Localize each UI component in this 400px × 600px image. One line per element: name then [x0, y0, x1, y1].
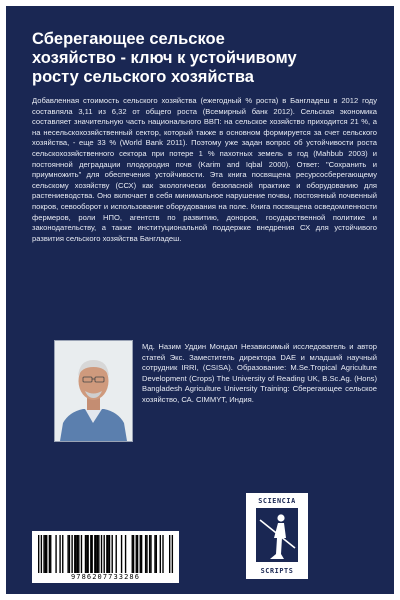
barcode-bar [94, 535, 95, 573]
barcode-bar [69, 535, 70, 573]
barcode-bar [85, 535, 86, 573]
barcode-bar [77, 535, 78, 573]
publisher-logo-top: SCIENCIA [258, 497, 296, 505]
barcode-bar [121, 535, 122, 573]
barcode-bar [169, 535, 170, 573]
barcode-bar [78, 535, 79, 573]
barcode-bar [81, 535, 82, 573]
back-cover [6, 6, 394, 594]
barcode-bar [160, 535, 161, 573]
barcode-bar [55, 535, 56, 573]
barcode-bar [145, 535, 146, 573]
barcode-bar [101, 535, 102, 573]
barcode-bar [45, 535, 46, 573]
publisher-logo [246, 493, 308, 579]
barcode-bar [87, 535, 88, 573]
barcode-bar [62, 535, 63, 573]
barcode-bar [149, 535, 150, 573]
author-bio: Мд. Назим Уддин Мондал Независимый исследователь и автор статей Экс. Заместитель директора DAE и младший научный сотрудник IRRI, (CSISA). Образование: M.Se.Tropical Agriculture Development (Crops) The University of Reading UK, B.Sc.Ag. (Hons) Bangladesh Agriculture University Training: Сберегающее сельское хозяйство, СА. CIMMYT, Индия. [142, 342, 377, 404]
barcode-bar [97, 535, 98, 573]
barcode-bar [71, 535, 72, 573]
barcode-bar [104, 535, 105, 573]
barcode-bar [46, 535, 47, 573]
barcode-bar [154, 535, 155, 573]
book-title: Сберегающее сельское хозяйство - ключ к устойчивому росту сельского хозяйства [32, 30, 297, 86]
barcode-bar [91, 535, 92, 573]
barcode-bar [75, 535, 76, 573]
author-photo [54, 340, 133, 442]
isbn-number: 9786207733286 [70, 573, 141, 581]
barcode-bar [172, 535, 173, 573]
barcode-bar [49, 535, 50, 573]
barcode-bar [106, 535, 107, 573]
barcode-bar [146, 535, 147, 573]
barcode-bar [95, 535, 96, 573]
barcode-bar [98, 535, 99, 573]
barcode-bar [90, 535, 91, 573]
barcode-bar [137, 535, 138, 573]
barcode-bar [38, 535, 39, 573]
barcode-bar [133, 535, 134, 573]
author-portrait-image [55, 341, 132, 441]
barcode-bar [74, 535, 75, 573]
barcode-bar [86, 535, 87, 573]
barcode-bar [156, 535, 157, 573]
barcode-bar [116, 535, 117, 573]
barcode-bar [50, 535, 51, 573]
barcode-bar [162, 535, 163, 573]
publisher-logo-bottom: SCRIPTS [260, 567, 294, 575]
barcode-bar [150, 535, 151, 573]
isbn-barcode [32, 531, 179, 583]
barcode-bar [67, 535, 68, 573]
barcode-bar [141, 535, 142, 573]
figure-with-pole-icon [256, 508, 298, 562]
barcode-bar [108, 535, 109, 573]
barcode-bar [132, 535, 133, 573]
barcode-bar [112, 535, 113, 573]
barcode-bars [32, 533, 179, 575]
barcode-bar [41, 535, 42, 573]
barcode-bar [59, 535, 60, 573]
barcode-bar [140, 535, 141, 573]
barcode-bar [109, 535, 110, 573]
barcode-bar [125, 535, 126, 573]
book-description: Добавленная стоимость сельского хозяйства (ежегодный % роста) в Бангладеш в 2012 году составляла 3,11 из 6,32 от общего роста (Всемирный банк 2012). Сельская экономика составляет значительную часть национального ВВП: на сельское хозяйство приходится 21 %, а на несельскохозяйственный сектор, который также в основном формируется за счет сельского хозяйства, - еще 33 % (World Bank 2011). Поэтому уже задан вопрос об устойчивости роста сельскохозяйственного сектора при потере 1 % пахотных земель в год (Mahbub 2003) и постоянной деградации плодородия почв (Karim and Iqbal 2000). Ответ: "Сохранить и приумножить" для обеспечения устойчивости. Эта книга посвящена ресурсосберегающему сельскому хозяйству (ССХ) как экологически безопасной практике и оборудованию для растениеводства. Оно включает в себя минимальное нарушение почвы, постоянный почвенный покров, севооборот и использование оборудования на поле. Книга посвящена осведомленности фермеров, роли НПО, агентств по развитию, доноров, государственной политике и законодательству, а также институциональной поддержке внедрения СХ для устойчивого развития сельского хозяйства Бангладеш. [32, 96, 377, 243]
barcode-bar [43, 535, 44, 573]
barcode-bar [136, 535, 137, 573]
